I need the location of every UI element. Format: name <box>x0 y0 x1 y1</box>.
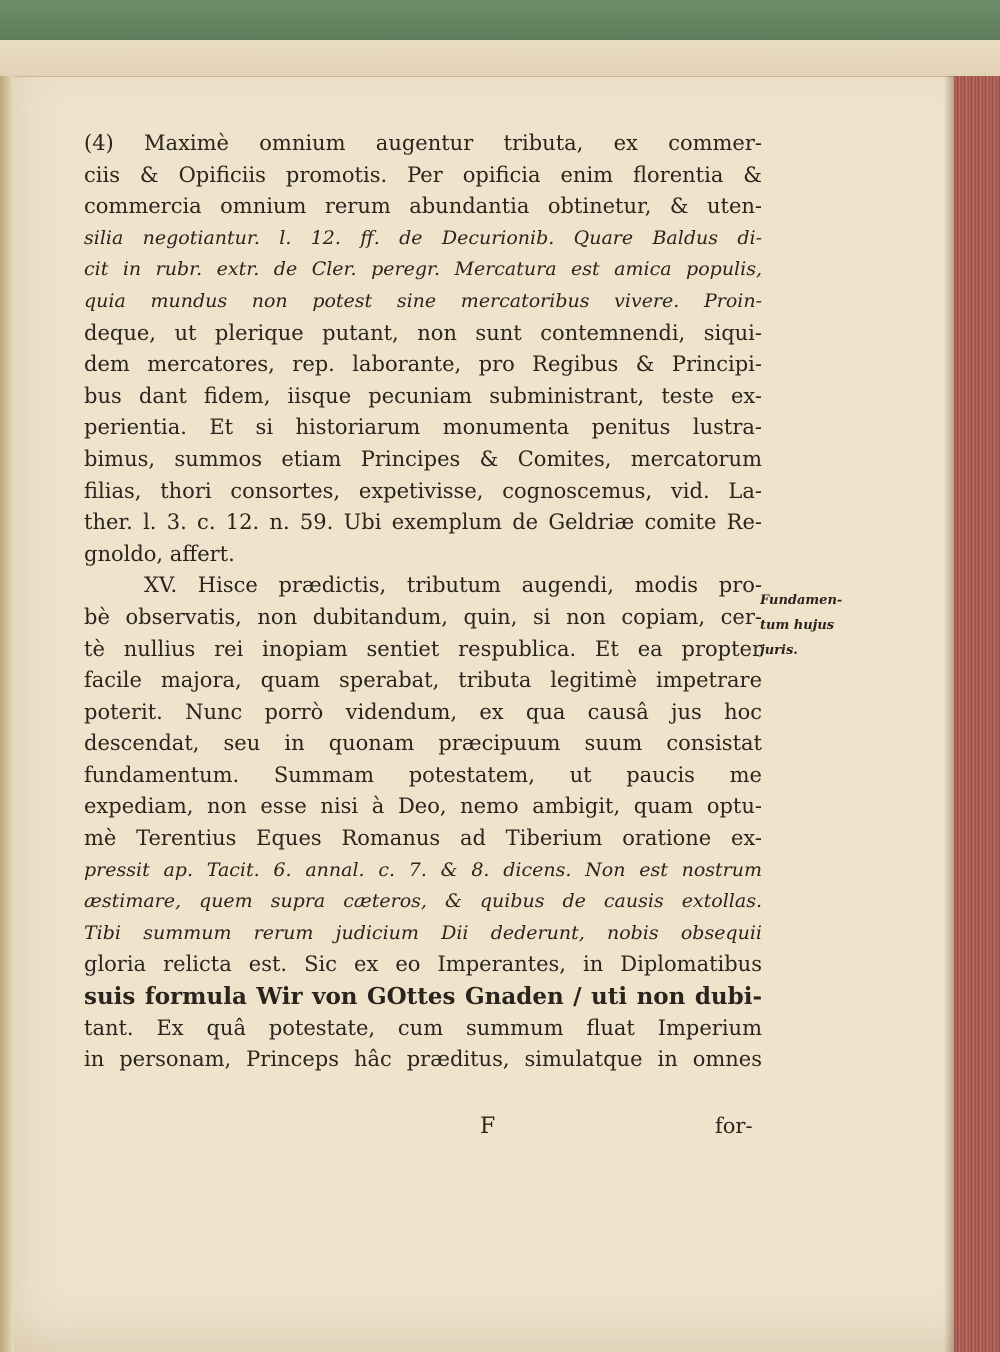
text-line: XV. Hisce prædictis, tributum augendi, modis pro- <box>144 573 762 598</box>
text-line: ther. l. 3. c. 12. n. 59. Ubi exemplum de Geldriæ comite Re- <box>84 510 762 535</box>
text-line: pressit ap. Tacit. 6. annal. c. 7. & 8. dicens. Non est nostrum <box>84 858 762 881</box>
text-line: cit in rubr. extr. de Cler. peregr. Mercatura est amica populis, <box>84 258 762 281</box>
marginal-note-line: Fundamen- <box>760 593 843 608</box>
text-line: bè observatis, non dubitandum, quin, si non copiam, cer- <box>84 604 762 629</box>
text-line: gloria relicta est. Sic ex eo Imperantes, in Diplomatibus <box>84 952 762 977</box>
text-line: ciis & Opificiis promotis. Per opificia enim florentia & <box>84 162 762 187</box>
text-line: tant. Ex quâ potestate, cum summum fluat Imperium <box>84 1015 762 1040</box>
text-line: descendat, seu in quonam præcipuum suum consistat <box>84 731 762 756</box>
text-line: in personam, Princeps hâc præditus, simulatque in omnes <box>84 1047 762 1072</box>
text-line: Tibi summum rerum judicium Dii dederunt, nobis obsequii <box>84 921 762 944</box>
text-line: filias, thori consortes, expetivisse, cognoscemus, vid. La- <box>84 478 762 503</box>
text-line: bus dant fidem, iisque pecuniam subministrant, teste ex- <box>84 383 762 408</box>
page-gutter <box>0 76 14 1352</box>
text-line: quia mundus non potest sine mercatoribus vivere. Proin- <box>84 289 762 312</box>
page-fore-edge-shadow <box>944 76 954 1352</box>
text-line: gnoldo, affert. <box>84 541 235 566</box>
marginal-note <box>760 588 842 663</box>
text-line: mè Terentius Eques Romanus ad Tiberium oratione ex- <box>84 826 762 851</box>
signature-mark: F <box>480 1114 496 1139</box>
body-text <box>84 128 774 1076</box>
text-line: fundamentum. Summam potestatem, ut paucis me <box>84 762 762 787</box>
page-red-fore-edge <box>954 76 1000 1352</box>
text-line: dem mercatores, rep. laborante, pro Regibus & Principi- <box>84 352 762 377</box>
text-line: suis formula Wir von GOttes Gnaden / uti non dubi- <box>84 983 762 1011</box>
marginal-note-line: tum hujus <box>760 618 835 633</box>
text-line: tè nullius rei inopiam sentiet respublica. Et ea propter <box>84 636 762 661</box>
text-line: æstimare, quem supra cæteros, & quibus de causis extollas. <box>84 890 762 913</box>
marginal-note-line: juris. <box>760 643 798 658</box>
text-line: commercia omnium rerum abundantia obtinetur, & uten- <box>84 194 762 219</box>
page-top-edge <box>0 40 1000 77</box>
text-line: perientia. Et si historiarum monumenta penitus lustra- <box>84 415 762 440</box>
text-line: facile majora, quam sperabat, tributa legitimè impetrare <box>84 668 762 693</box>
text-line: bimus, summos etiam Principes & Comites, mercatorum <box>84 446 762 471</box>
text-line: deque, ut plerique putant, non sunt contemnendi, siqui- <box>84 320 762 345</box>
text-line: (4) Maximè omnium augentur tributa, ex commer- <box>84 131 762 155</box>
text-line: poterit. Nunc porrò videndum, ex qua causâ jus hoc <box>84 699 762 724</box>
text-line: silia negotiantur. l. 12. ff. de Decurionib. Quare Baldus di- <box>84 226 762 249</box>
catchword: for- <box>715 1114 753 1138</box>
text-line: expediam, non esse nisi à Deo, nemo ambigit, quam optu- <box>84 794 762 819</box>
